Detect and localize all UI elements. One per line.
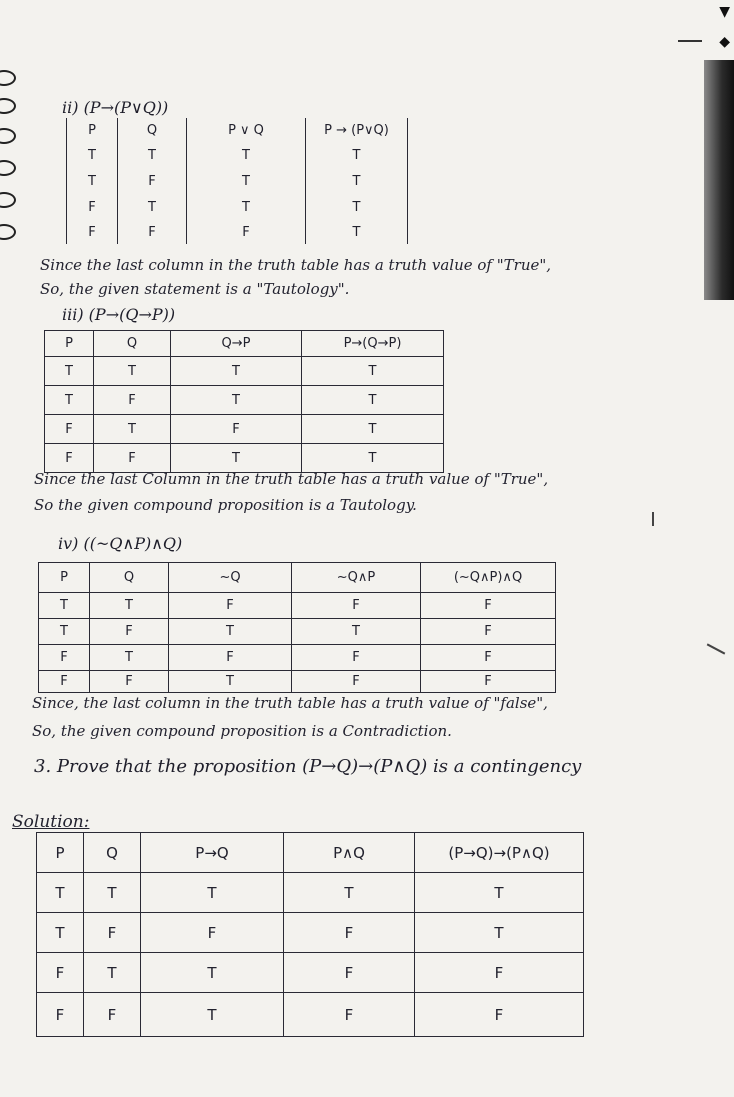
table-cell: T <box>292 619 421 645</box>
spiral-ring <box>0 192 16 208</box>
table-header: Q <box>84 833 141 873</box>
pen-mark <box>707 643 726 654</box>
table-cell: T <box>306 168 408 194</box>
table-header: P <box>37 833 84 873</box>
table-cell: T <box>141 993 284 1037</box>
table-cell: T <box>94 415 171 444</box>
table-cell: F <box>67 220 118 244</box>
edge-mark-icon: ◆ <box>719 34 730 50</box>
table-row <box>39 619 556 645</box>
table-row <box>67 142 408 168</box>
table-row <box>67 168 408 194</box>
table-header: P∧Q <box>284 833 415 873</box>
table-header: Q <box>118 118 187 142</box>
part-iii-title: iii) (P→(Q→P)) <box>62 305 176 324</box>
table-row <box>45 415 444 444</box>
spiral-ring <box>0 70 16 86</box>
table-cell: F <box>292 593 421 619</box>
table-header: (~Q∧P)∧Q <box>421 563 556 593</box>
table-cell: F <box>84 913 141 953</box>
table-header: P→(Q→P) <box>302 331 444 357</box>
spiral-ring <box>0 98 16 114</box>
part-iii-conclusion-line2: So the given compound proposition is a Tautology. <box>34 496 417 514</box>
part-ii-title: ii) (P→(P∨Q)) <box>62 98 169 117</box>
table-cell: F <box>292 645 421 671</box>
table-cell: T <box>171 357 302 386</box>
table-header: P <box>39 563 90 593</box>
table-cell: F <box>45 415 94 444</box>
table-header: ~Q∧P <box>292 563 421 593</box>
table-row <box>67 194 408 220</box>
table-header: P ∨ Q <box>187 118 306 142</box>
table-cell: T <box>415 873 584 913</box>
part-iii-conclusion-line1: Since the last Column in the truth table has a truth value of "True", <box>34 470 549 488</box>
table-header: Q <box>90 563 169 593</box>
table-cell: F <box>421 619 556 645</box>
truth-table-ii <box>66 118 408 244</box>
table-cell: T <box>306 194 408 220</box>
table-header: P → (P∨Q) <box>306 118 408 142</box>
table-cell: F <box>67 194 118 220</box>
table-cell: T <box>306 142 408 168</box>
table-header: Q→P <box>171 331 302 357</box>
table-cell: F <box>415 953 584 993</box>
part-ii-conclusion-line1: Since the last column in the truth table has a truth value of "True", <box>40 256 552 274</box>
table-cell: T <box>284 873 415 913</box>
table-cell: F <box>39 671 90 693</box>
table-cell: T <box>302 415 444 444</box>
table-header: P <box>45 331 94 357</box>
table-cell: F <box>171 415 302 444</box>
table-cell: F <box>37 993 84 1037</box>
pen-mark <box>652 512 654 526</box>
part-iv-conclusion-line2: So, the given compound proposition is a Contradiction. <box>32 722 452 740</box>
table-cell: T <box>90 593 169 619</box>
table-cell: F <box>284 993 415 1037</box>
table-cell: F <box>421 645 556 671</box>
spiral-ring <box>0 128 16 144</box>
part-iv-conclusion-line1: Since, the last column in the truth table has a truth value of "false", <box>32 694 548 712</box>
table-cell: T <box>187 194 306 220</box>
table-cell: F <box>169 645 292 671</box>
table-header: ~Q <box>169 563 292 593</box>
table-row <box>39 593 556 619</box>
table-cell: F <box>292 671 421 693</box>
pen-mark <box>678 40 702 42</box>
truth-table-iv <box>38 562 556 693</box>
table-cell: T <box>187 142 306 168</box>
table-cell: T <box>90 645 169 671</box>
table-cell: T <box>39 593 90 619</box>
table-cell: T <box>118 142 187 168</box>
table-row <box>39 671 556 693</box>
table-cell: T <box>302 386 444 415</box>
table-cell: F <box>421 593 556 619</box>
table-cell: F <box>94 386 171 415</box>
table-header: Q <box>94 331 171 357</box>
spiral-ring <box>0 224 16 240</box>
table-cell: T <box>67 168 118 194</box>
table-header: (P→Q)→(P∧Q) <box>415 833 584 873</box>
table-cell: F <box>421 671 556 693</box>
table-cell: T <box>67 142 118 168</box>
table-row <box>37 953 584 993</box>
table-cell: F <box>187 220 306 244</box>
table-row <box>45 386 444 415</box>
table-cell: T <box>37 873 84 913</box>
table-cell: F <box>45 444 94 473</box>
part-ii-conclusion-line2: So, the given statement is a "Tautology". <box>40 280 350 298</box>
table-cell: T <box>94 357 171 386</box>
table-cell: F <box>118 220 187 244</box>
table-cell: T <box>45 386 94 415</box>
table-cell: F <box>84 993 141 1037</box>
table-cell: T <box>39 619 90 645</box>
truth-table-contingency <box>36 832 584 1037</box>
table-row <box>67 220 408 244</box>
table-cell: T <box>37 913 84 953</box>
table-cell: T <box>45 357 94 386</box>
table-cell: T <box>118 194 187 220</box>
table-cell: F <box>90 619 169 645</box>
table-cell: T <box>171 444 302 473</box>
table-cell: T <box>84 953 141 993</box>
table-row <box>39 645 556 671</box>
table-cell: F <box>37 953 84 993</box>
table-cell: T <box>302 444 444 473</box>
table-cell: T <box>187 168 306 194</box>
table-row <box>37 873 584 913</box>
table-cell: F <box>169 593 292 619</box>
page-edge-shadow <box>704 60 734 300</box>
table-row <box>37 913 584 953</box>
table-row <box>45 444 444 473</box>
table-cell: F <box>284 953 415 993</box>
table-cell: F <box>284 913 415 953</box>
problem-3-statement: 3. Prove that the proposition (P→Q)→(P∧Q) is a contingency <box>34 756 582 777</box>
table-header: P→Q <box>141 833 284 873</box>
table-header: P <box>67 118 118 142</box>
table-cell: T <box>141 873 284 913</box>
table-row <box>37 993 584 1037</box>
table-cell: F <box>90 671 169 693</box>
table-cell: F <box>94 444 171 473</box>
table-cell: T <box>415 913 584 953</box>
table-cell: T <box>141 953 284 993</box>
table-cell: T <box>302 357 444 386</box>
edge-mark-icon: ▼ <box>719 4 730 20</box>
table-cell: T <box>306 220 408 244</box>
table-cell: F <box>415 993 584 1037</box>
table-cell: F <box>118 168 187 194</box>
table-cell: T <box>169 619 292 645</box>
table-cell: F <box>39 645 90 671</box>
truth-table-iii <box>44 330 444 473</box>
table-row <box>45 357 444 386</box>
table-cell: T <box>84 873 141 913</box>
table-cell: T <box>169 671 292 693</box>
solution-label: Solution: <box>12 812 90 832</box>
spiral-ring <box>0 160 16 176</box>
table-cell: T <box>171 386 302 415</box>
part-iv-title: iv) ((~Q∧P)∧Q) <box>58 534 183 553</box>
table-cell: F <box>141 913 284 953</box>
